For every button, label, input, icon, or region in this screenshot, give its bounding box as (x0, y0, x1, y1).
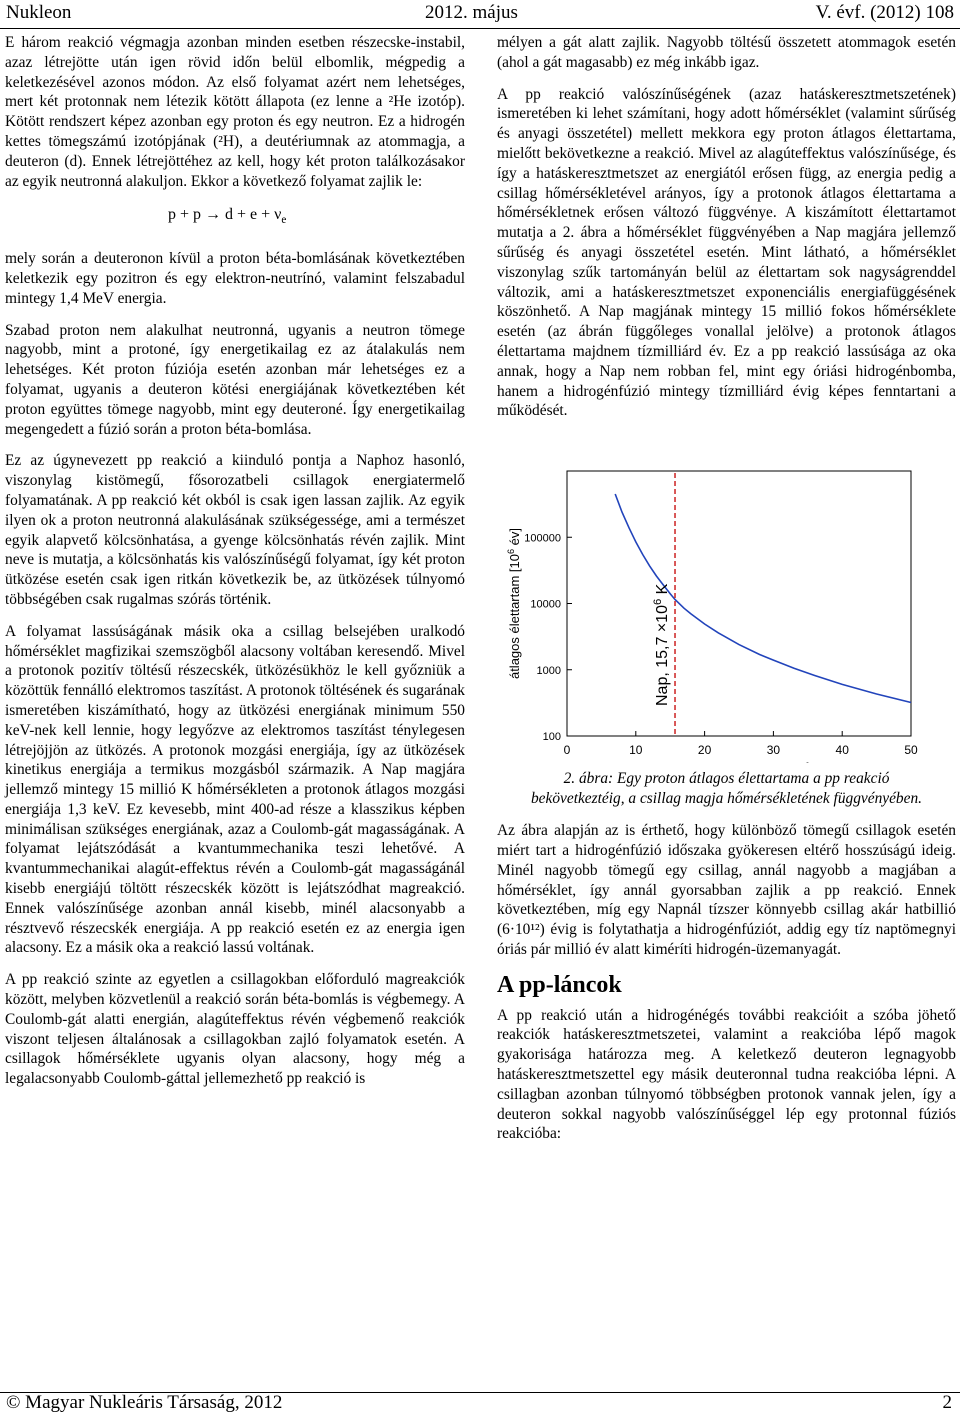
formula-subscript: e (281, 214, 287, 227)
volume-info: V. évf. (2012) 108 (815, 2, 954, 23)
paragraph: Ez az úgynevezett pp reakció a kiinduló pontja a Naphoz hasonló, viszonylag kistömegű, fősorozatbeli csillagok energiatermelő folyamatának. A pp reakció két okból is csak igen lassan zajlik. Az egyik ilyen ok a proton neutronná alakulásának szükségessége, ami a természet egyik alapvető kölcsönhatása, a gyenge kölcsönhatás révén zajlik. Mint neve is mutatja, a kölcsönhatás kis valószínűségű folyamat, így két proton ütközése esetén csak igen ritkán következik be, az ütközések túlnyomó többségében csak rugalmas szórás történik. (5, 452, 465, 608)
issue-date: 2012. május (425, 2, 518, 23)
right-column (497, 33, 956, 1156)
paragraph: A pp reakció szinte az egyetlen a csillagokban előforduló magreakciók között, melyben közvetlenül a reakció során béta-bomlás is végbemegy. A Coulomb-gát alatti energián, alagúteffektus révén végbemenő reakciók viszont teljesen általánosak a csillagokban zajló folyamatok esetén. A csillagok hőmérséklete ugyanis olyan alacsony, hogy még a legalacsonyabb Coulomb-gáttal jellemezhető pp reakció is (5, 971, 465, 1088)
x-tick-label: 50 (904, 743, 918, 758)
sun-core-label: Nap, $15,7 \times 10^6$ K (652, 583, 672, 707)
paragraph: mely során a deuteronon kívül a proton béta-bomlásának következtében keletkezik egy pozitron és egy elektron-neutrínó, valamint felszabadul mintegy 1,4 MeV energia. (5, 250, 465, 307)
paragraph: Az ábra alapján az is érthető, hogy különböző tömegű csillagok esetén miért tart a hidrogénfúzió időszaka gyökeresen eltérő hosszúságú ideig. Minél nagyobb tömegű egy csillag, annál nagyobb a magjában a hőmérséklet, így annál gyorsabban zajlik a pp reakció. Ennek következtében, míg egy Napnál tízszer könnyebb csillag akár hatbillió (6·10¹²) évig is folytathatja a hidrogénfúziót, addig egy tíz naptömegnyi óriás pár millió év alatt kiméríti hidrogén-üzemanyagát. (497, 822, 956, 958)
figure-caption (497, 769, 956, 809)
paragraph: E három reakció végmagja azonban minden esetben részecske-instabil, azaz létrejötte után igen rövid időn belül elbomlik, mégpedig a keletkezésével azonos módon. Az első folyamat azért nem lehetséges, mert két protonnak nem létezik kötött állapota (ez lenne a ²He izotóp). Kötött rendszert képez azonban egy proton és egy neutron. Ez a hidrogén kettes tömegszámú izotópjának (²H), a deutériumnak az atommagja, a deuteron (d). Ennek létrejöttéhez az kell, hogy két proton találkozásakor az egyik neutronná alakuljon. Ekkor a következő folyamat zajlik le: (5, 34, 465, 190)
section-heading: A pp-láncok (497, 971, 622, 998)
plot-frame (567, 471, 911, 736)
x-axis-label (712, 761, 825, 763)
reaction-formula (5, 205, 465, 225)
paragraph: Szabad proton nem alakulhat neutronná, ugyanis a neutron tömege nagyobb, mint a protoné, így energetikailag ez az átalakulás nem lehetséges. Két proton fúziója esetén azonban már lehetséges ez a folyamat, ugyanis a deuteron kötési energiájának következtében két proton együttes tömege nagyobb, mint egy deuteroné. Így energetikailag megengedett a fúzió során a proton béta-bomlása. (5, 321, 465, 438)
x-tick-label: 40 (835, 743, 849, 758)
lifetime-chart (497, 433, 956, 763)
x-tick-label: 20 (697, 743, 712, 758)
paragraph: mélyen a gát alatt zajlik. Nagyobb töltésű összetett atommagok esetén (ahol a gát magasabb) ez még inkább igaz. (497, 34, 956, 71)
paragraph: A pp reakció után a hidrogénégés további reakcióit a szóba jöhető reakciók hatáskeresztmetszetei, valamint a reakcióba lépő magok gyakorisága határozza meg. A keletkező deuteron legnagyobb hatáskeresztmetszettel egy másik deuteronnal tudna reakcióba lépni. A csillagban azonban túlnyomó többségben protonok vannak jelen, így a deuteron sokkal nagyobb valószínűséggel lép egy protonnal fúziós reakcióba: (497, 1006, 956, 1143)
copyright: © Magyar Nukleáris Társaság, 2012 (6, 1392, 283, 1413)
left-column (5, 33, 465, 1101)
paragraph: A pp reakció valószínűségének (azaz hatáskeresztmetszetének) ismeretében ki lehet számítani, hogy adott hőmérséklet (valamint sűrűség és anyagi összetétel) mellett mekkora egy proton átlagos élettartama, mielőtt bekövetkezne a reakció. Mivel az alagúteffektus valószínűsége, és így a hatáskeresztmetszet az energiától erősen függ, az energia pedig a csillag hőmérsékletével arányos, így a protonok átlagos élettartama a hőmérsékletnek erősen változó függvénye. A kiszámított élettartamot mutatja a 2. ábra a hőmérséklet függvényében a Nap magjára jellemző sűrűség és anyagi összetétel esetén. Mint látható, a hőmérséklet viszonylag szűk tartományán belül az élettartam sok nagyságrenddel változik, ami a hatáskeresztmetszet exponenciális energiafüggésének köszönhető. A Nap magjának mintegy 15 millió fokos hőmérséklete esetén (az ábrán függőleges vonallal jelölve) a protonok átlagos élettartama majdnem tízmilliárd év. Ez a pp reakció lassúsága az oka annak, hogy a Nap nem robban fel, mint egy óriási hidrogénbomba, hanem a hidrogénfúzió mintegy tízmilliárd évig képes fenntartani a működését. (497, 85, 956, 420)
x-tick-label: 10 (629, 743, 643, 758)
chart-svg (497, 433, 956, 763)
superscript: 6 (652, 598, 665, 606)
formula-text: p + p → d + e + ν (168, 206, 282, 224)
paragraph: A folyamat lassúságának másik oka a csillag belsejében uralkodó hőmérséklet magfizikai szemszögből alacsony voltában keresendő. Mivel a protonok pozitív töltésű részecskék, ütközésükhöz le kell győzniük a közöttük fennálló elektromos taszítást. A protonok töltésének és sugarának ismeretében kiszámítható, hogy az ütközési energiának minimum 550 keV-nek kell lennie, hogy legyőzve az elektromos taszítást ténylegesen létrejöjjön az ütközés. A protonok mozgási energiája, így az ütközések kinetikus energiája a termikus mozgásból származik. A Nap magjára jellemző mintegy 15 millió K hőmérsékleten a protonok átlagos mozgási energiája 1,3 keV. Ez kevesebb, mint 400-ad része a klasszikus képben minimálisan szükséges energiának, azaz a Coulomb-gát magasságának. A folyamat lejátszódását a kvantummechanika teszi lehetővé. A kvantummechanikai alagút-effektus révén a Coulomb-gát magasságánál kisebb energiájú töltött részecskék között is lejátszódhat magreakció. Ennek valószínűsége azonban annál kisebb, minél alacsonyabb a résztvevő részecskék energiája. A pp reakció esetén ez az energia igen alacsony. Ez a másik oka a reakció lassú voltának. (5, 622, 465, 957)
page-header (0, 0, 960, 30)
caption-line-2: bekövetkeztéig, a csillag magja hőmérsékletének függvényében. (530, 790, 923, 808)
page-number: 2 (942, 1392, 952, 1413)
y-tick-label: 1000 (536, 664, 561, 677)
journal-name: Nukleon (6, 2, 72, 23)
caption-line-1: 2. ábra: Egy proton átlagos élettartama a pp reakció (563, 770, 890, 788)
y-tick-label: 100 (542, 731, 561, 744)
y-tick-label: 10000 (530, 598, 561, 611)
superscript (805, 761, 810, 763)
header-rule (0, 28, 960, 29)
y-axis-label: átlagos élettartam [$10^6$ év] (506, 528, 522, 680)
x-tick-label: 0 (563, 743, 571, 758)
y-tick-label: 100000 (524, 532, 561, 545)
x-tick-label: 30 (766, 743, 781, 758)
superscript: 6 (506, 549, 516, 555)
